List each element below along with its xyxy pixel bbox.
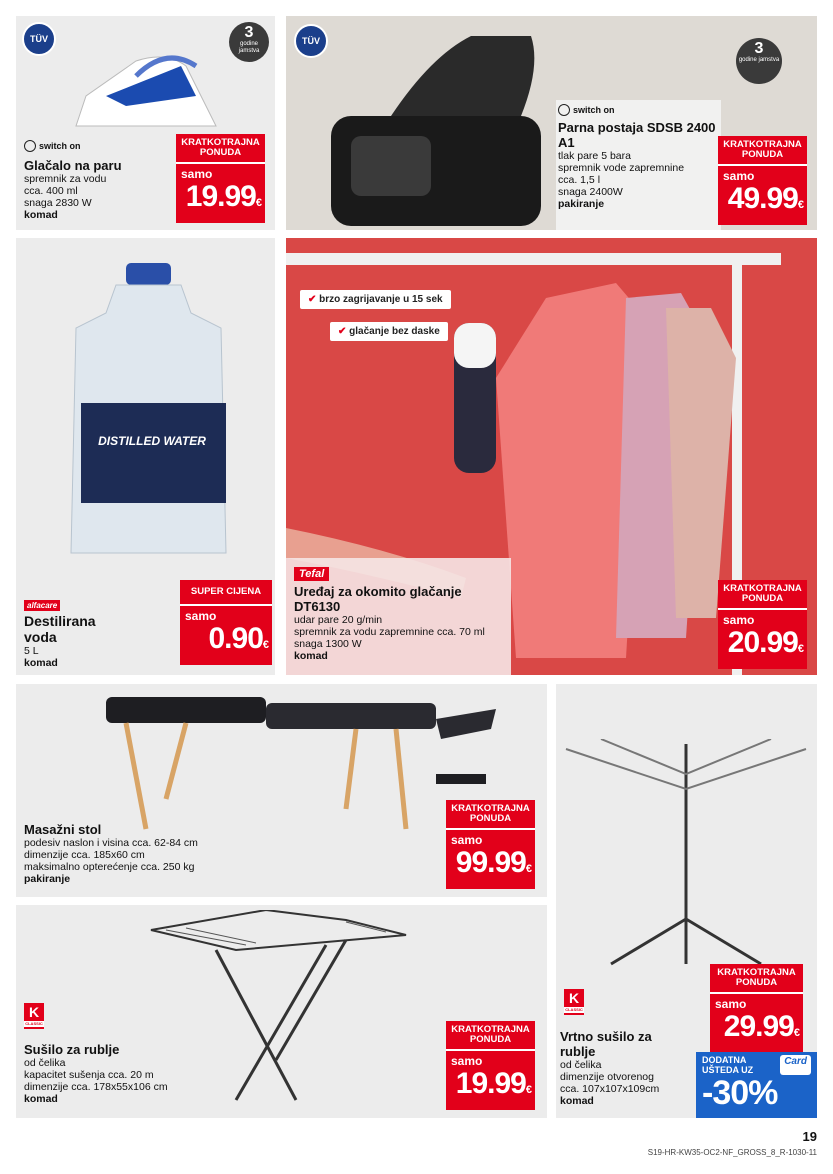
product-desc-3: snaga 1300 W xyxy=(294,638,362,650)
product-title: Vrtno sušilo za rublje xyxy=(560,1029,652,1059)
steam-station-image xyxy=(321,26,561,230)
samo-label: samo xyxy=(723,613,755,627)
check-icon: ✔ xyxy=(338,326,347,337)
product-desc-2: spremnik vode zapremnine xyxy=(558,162,685,174)
samo-label: samo xyxy=(451,833,483,847)
price xyxy=(710,1011,803,1053)
product-desc-3: cca. 1,5 l xyxy=(558,174,601,186)
product-table[interactable] xyxy=(16,684,547,897)
price-box xyxy=(718,580,807,669)
currency: € xyxy=(525,863,531,875)
tuv-badge: TÜV xyxy=(294,24,328,58)
offer-tag: SUPER CIJENA xyxy=(180,580,272,606)
product-unit: komad xyxy=(24,1093,58,1105)
samo-label: samo xyxy=(715,997,747,1011)
product-title: Masažni stol xyxy=(24,822,102,837)
price-value: 19.99 xyxy=(455,1067,526,1100)
product-desc-1: od čelika xyxy=(560,1059,602,1071)
product-desc-2: dimenzije otvorenog xyxy=(560,1071,654,1083)
product-title: Uređaj za okomito glačanje DT6130 xyxy=(294,584,462,614)
price xyxy=(718,627,807,669)
page-code: S19-HR-KW35-OC2-NF_GROSS_8_R-1030-11 xyxy=(647,1148,817,1157)
offer-tag: KRATKOTRAJNA PONUDA xyxy=(718,580,807,610)
extra-line-2: UŠTEDA UZ xyxy=(702,1065,754,1075)
product-unit: pakiranje xyxy=(24,873,71,885)
product-iron[interactable] xyxy=(16,16,275,230)
product-unit: pakiranje xyxy=(558,198,605,210)
samo-label: samo xyxy=(451,1054,483,1068)
tuv-badge: TÜV xyxy=(22,22,56,56)
guarantee-badge: 3 godine jamstva xyxy=(736,38,782,84)
card-icon: Card xyxy=(780,1055,811,1075)
product-desc-3: maksimalno opterećenje cca. 250 kg xyxy=(24,861,195,873)
offer-tag: KRATKOTRAJNA PONUDA xyxy=(718,136,807,166)
price-box xyxy=(446,800,535,889)
product-desc-2: cca. 400 ml xyxy=(24,185,78,197)
price xyxy=(446,847,535,889)
bottle-label: DISTILLED WATER xyxy=(98,434,206,448)
price-value: 20.99 xyxy=(727,626,798,659)
brand-logo: Tefal xyxy=(294,567,329,581)
garden-dryer-image xyxy=(561,739,811,989)
check-icon: ✔ xyxy=(308,294,317,305)
product-title: Parna postaja SDSB 2400 A1 xyxy=(558,120,716,150)
price-value: 49.99 xyxy=(727,182,798,215)
price-value: 19.99 xyxy=(185,180,256,213)
product-desc-2: kapacitet sušenja cca. 20 m xyxy=(24,1069,154,1081)
guarantee-badge: 3 godine jamstva xyxy=(229,22,269,62)
product-title: Sušilo za rublje xyxy=(24,1042,120,1057)
price xyxy=(718,183,807,225)
price xyxy=(446,1068,535,1110)
brand-logo: K CLASSIC xyxy=(564,989,584,1015)
brand-logo: switch on xyxy=(558,104,717,116)
product-garden-dryer[interactable] xyxy=(556,684,817,1118)
power-icon xyxy=(24,140,36,152)
extra-line-1: DODATNA xyxy=(702,1055,747,1065)
product-steamer[interactable] xyxy=(286,238,817,675)
offer-tag: KRATKOTRAJNA PONUDA xyxy=(446,800,535,830)
product-rack[interactable] xyxy=(16,905,547,1118)
price-box xyxy=(718,136,807,225)
product-unit: komad xyxy=(294,650,328,662)
product-unit: komad xyxy=(560,1095,594,1107)
product-desc-2: dimenzije cca. 185x60 cm xyxy=(24,849,145,861)
product-desc-1: 5 L xyxy=(24,645,39,657)
feature-check-1: ✔ brzo zagrijavanje u 15 sek xyxy=(300,290,451,309)
samo-label: samo xyxy=(185,609,217,623)
brand-logo: alfacare xyxy=(24,600,60,611)
price-value: 29.99 xyxy=(723,1010,794,1043)
samo-label: samo xyxy=(181,167,213,181)
product-title: Destilirana voda xyxy=(24,613,96,645)
product-desc-1: udar pare 20 g/min xyxy=(294,614,383,626)
price-box xyxy=(446,1021,535,1110)
price-box xyxy=(176,134,265,223)
water-bottle-image xyxy=(61,263,236,563)
offer-tag: KRATKOTRAJNA PONUDA xyxy=(710,964,803,994)
feature-check-2: ✔ glačanje bez daske xyxy=(330,322,448,341)
price-value: 99.99 xyxy=(455,846,526,879)
currency: € xyxy=(797,199,803,211)
price xyxy=(180,623,272,665)
product-desc-1: podesiv naslon i visina cca. 62-84 cm xyxy=(24,837,198,849)
price-box xyxy=(180,580,272,665)
product-title: Glačalo na paru xyxy=(24,158,122,173)
product-desc-4: snaga 2400W xyxy=(558,186,623,198)
brand-logo: K CLASSIC xyxy=(24,1003,44,1029)
offer-tag: KRATKOTRAJNA PONUDA xyxy=(446,1021,535,1051)
currency: € xyxy=(797,643,803,655)
power-icon xyxy=(558,104,570,116)
product-desc-1: tlak pare 5 bara xyxy=(558,150,631,162)
currency: € xyxy=(525,1084,531,1096)
product-desc-3: cca. 107x107x109cm xyxy=(560,1083,660,1095)
product-unit: komad xyxy=(24,209,58,221)
steam-iron-image xyxy=(66,36,236,136)
price-value: 0.90 xyxy=(208,622,263,655)
product-desc-1: od čelika xyxy=(24,1057,66,1069)
product-unit: komad xyxy=(24,657,58,669)
price-box xyxy=(710,964,803,1053)
product-desc-1: spremnik za vodu xyxy=(24,173,107,185)
currency: € xyxy=(255,197,261,209)
currency: € xyxy=(262,639,268,651)
page-number: 19 xyxy=(802,1129,817,1144)
product-water[interactable] xyxy=(16,238,275,675)
brand-logo: switch on xyxy=(24,140,81,152)
discount-value: -30% xyxy=(702,1074,778,1112)
product-station[interactable] xyxy=(286,16,817,230)
price xyxy=(176,181,265,223)
product-desc-3: snaga 2830 W xyxy=(24,197,92,209)
currency: € xyxy=(793,1027,799,1039)
card-discount-badge xyxy=(696,1052,817,1118)
product-desc-3: dimenzije cca. 178x55x106 cm xyxy=(24,1081,168,1093)
product-desc-2: spremnik za vodu zapremnine cca. 70 ml xyxy=(294,626,485,638)
samo-label: samo xyxy=(723,169,755,183)
offer-tag: KRATKOTRAJNA PONUDA xyxy=(176,134,265,164)
